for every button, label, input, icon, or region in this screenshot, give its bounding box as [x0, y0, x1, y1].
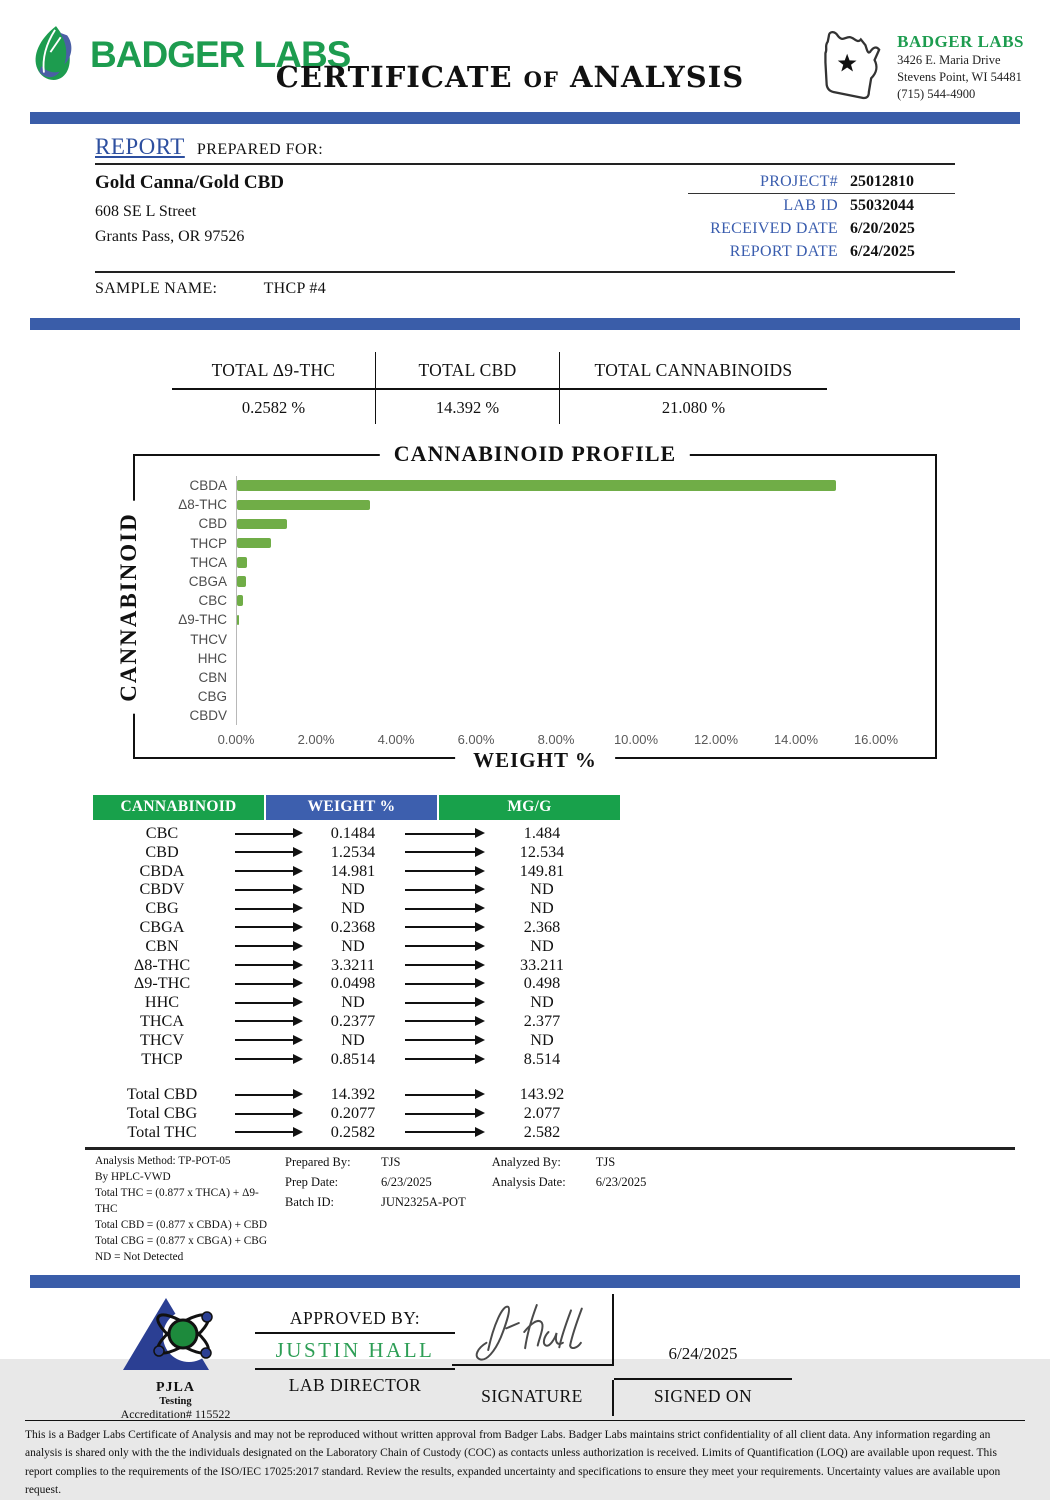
chart-y-axis-label: CANNABINOID: [116, 500, 142, 713]
results-table-row: [93, 880, 620, 899]
arrow-icon: [405, 908, 477, 910]
approved-by-block: [255, 1308, 455, 1396]
chart-bar-track: [236, 572, 877, 591]
cannabinoid-name: Total CBD: [126, 1085, 198, 1104]
results-table-row: [93, 974, 620, 993]
results-table-row: [93, 956, 620, 975]
chart-bar-track: [236, 706, 877, 725]
arrow-icon: [235, 833, 295, 835]
arrow-icon: [235, 908, 295, 910]
total-value: 14.392 %: [435, 398, 500, 417]
cannabinoid-name: Total THC: [127, 1122, 197, 1141]
total-value: 0.2582 %: [241, 398, 306, 417]
sample-name-value: THCP #4: [263, 280, 326, 297]
results-table-row: [93, 1085, 620, 1104]
results-table-rows: [93, 824, 620, 1068]
methodology-divider: [85, 1147, 1015, 1150]
mg-per-g-value: 2.377: [523, 1011, 561, 1030]
weight-percent-value: 0.8514: [330, 1049, 376, 1068]
field-value: 6/24/2025: [850, 243, 915, 260]
chart-category-label: THCP: [190, 535, 227, 551]
cannabinoid-name: CBDV: [139, 880, 185, 899]
method-field-label: Batch ID:: [285, 1194, 334, 1209]
method-note-line: ND = Not Detected: [95, 1250, 184, 1263]
field-value: 55032044: [850, 197, 914, 214]
arrow-icon: [235, 1020, 295, 1022]
chart-bar-track: [236, 668, 877, 687]
cannabinoid-name: CBGA: [139, 917, 185, 936]
chart-tick-label: 10.00%: [613, 732, 659, 747]
lab-phone: (715) 544-4900: [897, 86, 976, 101]
cannabinoid-name: CBC: [145, 824, 179, 842]
signature-script: [460, 1296, 610, 1368]
total-summary-cell: [172, 352, 375, 424]
chart-category-label: CBD: [198, 516, 227, 532]
chart-bar-row: [135, 476, 935, 495]
chart-bar-row: [135, 668, 935, 687]
chart-bar-track: [236, 514, 877, 533]
chart-bars: [135, 476, 935, 725]
chart-tick-label: 16.00%: [853, 732, 899, 747]
cannabinoid-name: HHC: [144, 993, 180, 1012]
methodology-section: [95, 1153, 1050, 1265]
results-table-row: [93, 993, 620, 1012]
chart-bar-row: [135, 553, 935, 572]
chart-bar-row: [135, 610, 935, 629]
field-value: 6/20/2025: [850, 220, 915, 237]
results-table-row: [93, 1123, 620, 1142]
method-note-line: Total CBD = (0.877 x CBDA) + CBD: [95, 1218, 267, 1231]
method-field-label: Prep Date:: [285, 1174, 339, 1189]
results-table-row: [93, 918, 620, 937]
method-field-value: JUN2325A-POT: [381, 1194, 466, 1209]
cannabinoid-name: THCV: [139, 1030, 185, 1049]
chart-bar: [237, 615, 239, 626]
weight-percent-value: ND: [341, 880, 365, 899]
arrow-icon: [405, 870, 477, 872]
chart-tick-label: 8.00%: [537, 732, 575, 747]
results-table: [93, 795, 620, 1142]
arrow-icon: [405, 1002, 477, 1004]
arrow-icon: [235, 889, 295, 891]
weight-percent-value: 14.981: [330, 861, 376, 880]
signed-on-label: SIGNED ON: [653, 1385, 753, 1406]
results-column-header: WEIGHT %: [266, 795, 437, 820]
signature-label: SIGNATURE: [452, 1380, 614, 1416]
approver-title: LAB DIRECTOR: [288, 1374, 422, 1395]
totals-summary: [172, 352, 827, 424]
chart-category-label: HHC: [197, 650, 227, 666]
results-table-row: [93, 862, 620, 881]
report-field-row: [688, 219, 955, 240]
field-label: PROJECT#: [760, 173, 838, 190]
method-field-label: Prepared By:: [285, 1154, 351, 1169]
chart-bar: [237, 557, 247, 568]
report-prepared-for-row: [95, 134, 955, 165]
results-column-header: MG/G: [439, 795, 620, 820]
arrow-icon: [405, 1094, 477, 1096]
arrow-icon: [235, 964, 295, 966]
chart-x-axis-label: WEIGHT %: [455, 748, 615, 773]
arrow-icon: [405, 1039, 477, 1041]
field-label: RECEIVED DATE: [710, 220, 838, 237]
method-field-row: [285, 1155, 466, 1170]
method-field-row: [492, 1175, 647, 1190]
mg-per-g-value: 1.484: [523, 824, 561, 842]
chart-bar: [237, 595, 243, 606]
header: [0, 0, 1050, 112]
method-note-line: Total THC = (0.877 x THCA) + Δ9-THC: [95, 1186, 259, 1215]
cannabinoid-name: Δ9-THC: [133, 974, 191, 993]
weight-percent-value: 0.2377: [330, 1011, 376, 1030]
method-field-label: Analysis Date:: [491, 1174, 566, 1189]
signed-on-date: 6/24/2025: [614, 1294, 792, 1380]
chart-bar-track: [236, 630, 877, 649]
arrow-icon: [405, 833, 477, 835]
chart-category-label: THCV: [190, 631, 227, 647]
weight-percent-value: 0.2582: [330, 1122, 376, 1141]
chart-bar: [237, 576, 246, 587]
results-table-row: [93, 1031, 620, 1050]
wisconsin-state-icon: [817, 28, 891, 108]
weight-percent-value: 0.1484: [330, 824, 376, 842]
chart-category-label: CBC: [198, 593, 227, 609]
sample-name-label: SAMPLE NAME:: [95, 280, 218, 297]
report-fields: [688, 172, 955, 263]
report-section: [95, 134, 955, 298]
report-field-row: [688, 242, 955, 263]
chart-bar-row: [135, 687, 935, 706]
chart-bar-row: [135, 649, 935, 668]
results-table-row: [93, 824, 620, 843]
pjla-testing: Testing: [159, 1395, 192, 1407]
results-table-header: [93, 795, 620, 820]
method-note-line: By HPLC-VWD: [95, 1170, 171, 1183]
total-value: 21.080 %: [661, 398, 726, 417]
analyzed-by-block: [492, 1153, 647, 1265]
prepared-for-label: PREPARED FOR:: [196, 141, 324, 158]
results-table-row: [93, 1012, 620, 1031]
method-field-value: 6/23/2025: [381, 1174, 432, 1189]
cannabinoid-name: THCA: [139, 1011, 185, 1030]
method-field-value: TJS: [595, 1154, 616, 1169]
client-name: Gold Canna/Gold CBD: [95, 172, 284, 193]
weight-percent-value: ND: [341, 936, 365, 955]
arrow-icon: [235, 851, 295, 853]
title-of: OF: [523, 67, 559, 92]
chart-tick-label: 2.00%: [297, 732, 335, 747]
mg-per-g-value: 2.077: [523, 1104, 561, 1123]
total-summary-cell: [375, 352, 560, 424]
mg-per-g-value: ND: [530, 993, 554, 1012]
arrow-icon: [405, 1020, 477, 1022]
prepared-by-block: [285, 1153, 466, 1265]
arrow-icon: [235, 983, 295, 985]
chart-bar-row: [135, 706, 935, 725]
report-field-row: [688, 196, 955, 217]
cannabinoid-name: Δ8-THC: [133, 955, 191, 974]
chart-bar-row: [135, 495, 935, 514]
weight-percent-value: 0.2077: [330, 1104, 376, 1123]
results-table-row: [93, 843, 620, 862]
mg-per-g-value: ND: [530, 899, 554, 918]
table-gap: [93, 1068, 620, 1085]
lab-address: [897, 28, 1024, 103]
weight-percent-value: ND: [341, 1030, 365, 1049]
title-word1: CERTIFICATE: [275, 60, 513, 94]
mg-per-g-value: 8.514: [523, 1049, 561, 1068]
chart-category-label: Δ8-THC: [178, 497, 227, 513]
total-label: TOTAL CBD: [376, 352, 559, 390]
cannabinoid-name: CBN: [145, 936, 179, 955]
arrow-icon: [235, 1039, 295, 1041]
weight-percent-value: 14.392: [330, 1085, 376, 1104]
arrow-icon: [235, 945, 295, 947]
chart-bar: [237, 538, 271, 549]
chart-bar-track: [236, 495, 877, 514]
report-label: REPORT: [95, 134, 185, 159]
method-note-line: Analysis Method: TP-POT-05: [95, 1154, 231, 1167]
chart-bar: [237, 519, 287, 530]
chart-tick-label: 4.00%: [377, 732, 415, 747]
results-table-row: [93, 1104, 620, 1123]
total-label: TOTAL Δ9-THC: [172, 352, 375, 390]
page-title: [250, 60, 770, 94]
weight-percent-value: ND: [341, 899, 365, 918]
arrow-icon: [235, 1131, 295, 1133]
approver-name: JUSTIN HALL: [255, 1334, 455, 1370]
signature-block: [452, 1294, 792, 1416]
mg-per-g-value: 33.211: [520, 955, 564, 974]
client-address1: 608 SE L Street: [95, 203, 197, 220]
weight-percent-value: 1.2534: [330, 842, 376, 861]
chart-bar-track: [236, 476, 877, 495]
chart-tick-label: 14.00%: [773, 732, 819, 747]
results-table-row: [93, 1050, 620, 1069]
pjla-org: PJLA: [156, 1379, 195, 1395]
arrow-icon: [405, 1131, 477, 1133]
chart-category-label: CBDA: [189, 478, 227, 494]
chart-bar: [237, 500, 370, 511]
method-field-label: Analyzed By:: [491, 1154, 561, 1169]
disclaimer-text: This is a Badger Labs Certificate of Analysis and may not be reproduced without written approval from Badger Labs. Badger Labs maintains strict confidentiality of all client data. Any information regarding an analysis is shared only with the the individuals designated on the Laboratory Chain of Custody (COC) as contacts unless authorization is received. Limits of Quantification (LOQ) are available upon request. This report complies to the requirements of the ISO/IEC 17025:2017 standard. Review the results, expanded uncertainty and specifications to ensure they meet your requirements. Uncertainty values are available upon request.: [25, 1420, 1025, 1500]
chart-bar-track: [236, 591, 877, 610]
mg-per-g-value: 143.92: [519, 1085, 565, 1104]
arrow-icon: [235, 1002, 295, 1004]
lab-address-line1: 3426 E. Maria Drive: [897, 53, 1001, 67]
signature-cell: [452, 1294, 614, 1366]
chart-bar-track: [236, 649, 877, 668]
results-table-total-rows: [93, 1085, 620, 1141]
arrow-icon: [235, 1094, 295, 1096]
chart-category-label: Δ9-THC: [178, 612, 227, 628]
divider-bar-top: [30, 112, 1020, 124]
chart-bar-row: [135, 630, 935, 649]
sample-name-row: [95, 271, 955, 298]
chart-x-axis-ticks: [217, 732, 899, 748]
results-column-header: CANNABINOID: [93, 795, 264, 820]
arrow-icon: [405, 964, 477, 966]
field-label: REPORT DATE: [729, 243, 838, 260]
cannabinoid-name: CBG: [145, 899, 179, 918]
field-label: LAB ID: [783, 197, 838, 214]
method-field-value: 6/23/2025: [595, 1174, 647, 1189]
arrow-icon: [235, 1113, 295, 1115]
divider-bar-second: [30, 318, 1020, 330]
weight-percent-value: 0.2368: [330, 917, 376, 936]
chart-bar-row: [135, 572, 935, 591]
client-address2: Grants Pass, OR 97526: [95, 227, 245, 245]
report-field-row: [688, 172, 955, 194]
chart-bar-row: [135, 534, 935, 553]
mg-per-g-value: 12.534: [519, 842, 565, 861]
chart-bar-track: [236, 687, 877, 706]
chart-tick-label: 12.00%: [693, 732, 739, 747]
approved-by-label: APPROVED BY:: [255, 1308, 455, 1334]
logo-wordmark: BADGER LABS: [90, 33, 351, 75]
pjla-accreditation: [88, 1296, 263, 1422]
weight-percent-value: ND: [341, 993, 365, 1012]
chart-bar-track: [236, 534, 877, 553]
cannabinoid-name: THCP: [141, 1049, 183, 1068]
chart-tick-label: 6.00%: [457, 732, 495, 747]
arrow-icon: [405, 926, 477, 928]
mg-per-g-value: ND: [530, 936, 554, 955]
arrow-icon: [405, 1113, 477, 1115]
arrow-icon: [405, 1058, 477, 1060]
cannabinoid-profile-chart: [116, 441, 937, 772]
mg-per-g-value: ND: [530, 1030, 554, 1049]
results-table-row: [93, 937, 620, 956]
weight-percent-value: 0.0498: [330, 974, 376, 993]
chart-bar-track: [236, 553, 877, 572]
method-field-row: [492, 1155, 647, 1170]
weight-percent-value: 3.3211: [331, 955, 375, 974]
total-label: TOTAL CANNABINOIDS: [560, 352, 827, 390]
pjla-logo-icon: [111, 1296, 241, 1374]
client-info: [95, 172, 284, 263]
field-value: 25012810: [850, 173, 914, 190]
arrow-icon: [405, 851, 477, 853]
chart-tick-label: 0.00%: [217, 732, 255, 747]
arrow-icon: [405, 889, 477, 891]
mg-per-g-value: 0.498: [523, 974, 561, 993]
cannabinoid-name: CBDA: [139, 861, 185, 880]
mg-per-g-value: 2.582: [523, 1122, 561, 1141]
mg-per-g-value: ND: [530, 880, 554, 899]
method-note-line: Total CBG = (0.877 x CBGA) + CBG: [95, 1234, 267, 1247]
total-summary-cell: [560, 352, 827, 424]
chart-category-label: CBN: [198, 669, 227, 685]
method-field-value: TJS: [381, 1154, 401, 1169]
chart-category-label: CBG: [197, 689, 227, 705]
chart-category-label: CBGA: [188, 574, 227, 590]
cannabinoid-name: Total CBG: [126, 1104, 198, 1123]
arrow-icon: [405, 945, 477, 947]
arrow-icon: [235, 870, 295, 872]
chart-bar: [237, 480, 836, 491]
lab-contact-block: [817, 28, 1024, 108]
chart-bar-track: [236, 610, 877, 629]
chart-title: CANNABINOID PROFILE: [380, 441, 690, 467]
method-field-row: [285, 1175, 466, 1190]
cannabinoid-name: CBD: [145, 842, 179, 861]
approval-section: [0, 1294, 1050, 1421]
arrow-icon: [235, 1058, 295, 1060]
method-field-row: [285, 1195, 466, 1210]
chart-category-label: CBDV: [189, 708, 227, 724]
mg-per-g-value: 149.81: [519, 861, 565, 880]
leaf-icon: [30, 24, 82, 84]
chart-bar-row: [135, 591, 935, 610]
results-table-row: [93, 899, 620, 918]
lab-address-line2: Stevens Point, WI 54481: [897, 69, 1022, 84]
title-word2: ANALYSIS: [569, 60, 745, 94]
mg-per-g-value: 2.368: [523, 917, 561, 936]
pjla-accreditation-number: Accreditation# 115522: [120, 1406, 231, 1421]
divider-bar-bottom: [30, 1275, 1020, 1288]
arrow-icon: [235, 926, 295, 928]
lab-name: BADGER LABS: [897, 32, 1024, 51]
arrow-icon: [405, 983, 477, 985]
chart-category-label: THCA: [190, 554, 227, 570]
analysis-method-notes: [95, 1153, 273, 1265]
chart-bar-row: [135, 514, 935, 533]
